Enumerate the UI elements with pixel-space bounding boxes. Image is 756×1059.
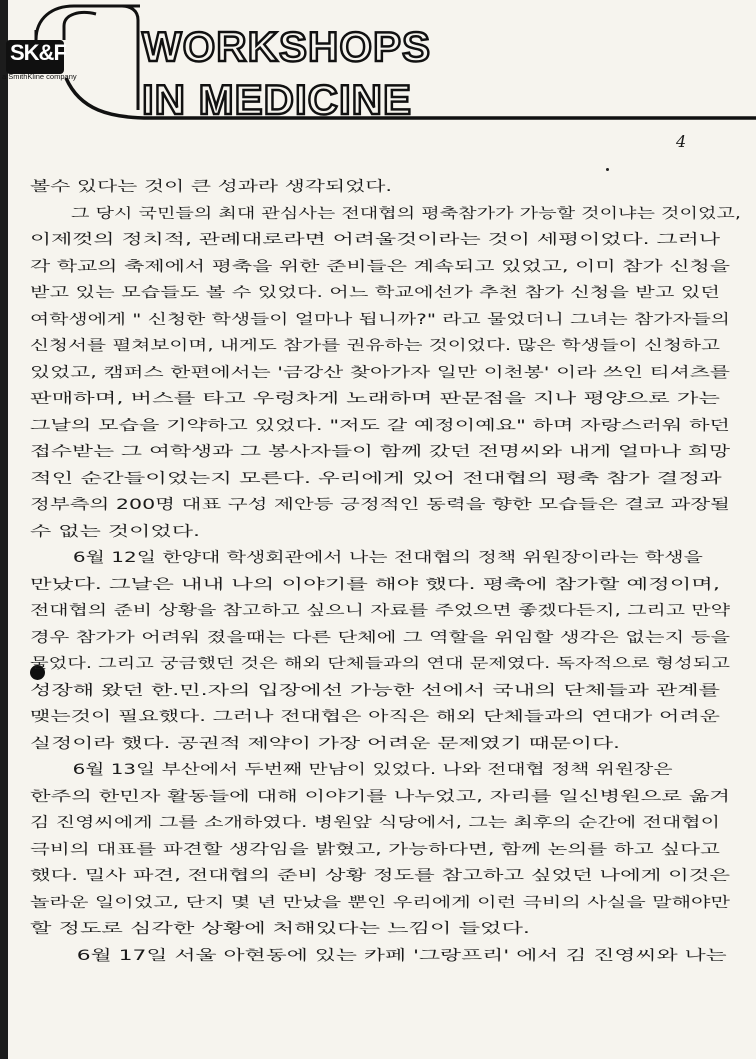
text-line: 접수받는 그 여학생과 그 봉사자들이 함께 갔던 전명씨와 내게 얼마나 희망 [30, 444, 730, 460]
text-line: 이제껏의 정치적, 관례대로라면 어려울것이라는 것이 세평이었다. 그러나 [30, 232, 720, 248]
text-line: 했다. 밀사 파견, 전대협의 준비 상황 정도를 참고하고 싶었던 나에게 이것은 [30, 868, 730, 884]
logo-tagline: a SmithKline company [2, 72, 77, 81]
ink-dot [606, 168, 609, 171]
text-line: 수 없는 것이었다. [30, 523, 200, 540]
text-line: 실정이라 했다. 공권적 제약이 가장 어려운 문제였기 때문이다. [30, 735, 620, 752]
page-number: 4 [676, 132, 687, 151]
text-line: 받고 있는 모습들도 볼 수 있었다. 어느 학교에선가 추천 참가 신청을 받고 있던 [30, 285, 720, 301]
masthead-title-line-1: WORKSHOPS [142, 23, 432, 70]
text-line: 볼수 있다는 것이 큰 성과라 생각되었다. [30, 179, 392, 195]
text-line: 맺는것이 필요했다. 그러나 전대협은 아직은 해외 단체들과의 연대가 어려운 [30, 709, 720, 725]
text-line: 판매하며, 버스를 타고 우렁차게 노래하며 판문점을 지나 평양으로 가는 [30, 391, 720, 407]
text-line: 놀라운 일이었고, 단지 몇 년 만났을 뿐인 우리에게 이런 극비의 사실을 말해야만 [30, 894, 730, 911]
text-line: 있었고, 캠퍼스 한편에서는 '금강산 찾아가자 일만 이천봉' 이라 쓰인 티셔츠를 [30, 364, 730, 381]
logo-brand: SK&F [10, 40, 66, 65]
text-line: 성장해 왔던 한.민.자의 입장에선 가능한 선에서 국내의 단체들과 관계를 [30, 682, 720, 699]
text-line: 할 정도로 심각한 상황에 처해있다는 느낌이 들었다. [30, 921, 530, 937]
text-line: 한주의 한민자 활동들에 대해 이야기를 나누었고, 자리를 일신병원으로 옮겨 [30, 788, 730, 805]
text-line: 각 학교의 축제에서 평축을 위한 준비들은 계속되고 있었고, 이미 참가 신청을 [30, 258, 730, 275]
binding-edge [0, 0, 8, 1059]
text-line: 전대협의 준비 상황을 참고하고 싶으니 자료를 주었으면 좋겠다든지, 그리고 만약 [30, 603, 730, 619]
text-line: 물었다. 그리고 궁금했던 것은 해외 단체들과의 연대 문제였다. 독자적으로 형성되고 [30, 656, 730, 672]
masthead-title-line-2: IN MEDICINE [142, 76, 413, 123]
text-line: 6월 17일 서울 아현동에 있는 카페 '그랑프리' 에서 김 진영씨와 나는 [76, 947, 727, 964]
text-line: 만났다. 그날은 내내 나의 이야기를 해야 했다. 평축에 참가할 예정이며, [30, 576, 720, 593]
text-line: 그 당시 국민들의 최대 관심사는 전대협의 평축참가가 가능할 것이냐는 것이었고, [70, 205, 741, 222]
text-line: 정부측의 200명 대표 구성 제안등 긍정적인 동력을 향한 모습들은 결코 과장될 [30, 497, 730, 513]
text-line: 여학생에게 " 신청한 학생들이 얼마나 됩니까?" 라고 물었더니 그녀는 참가자들의 [30, 311, 730, 328]
text-line: 그날의 모습을 기약하고 있었다. "저도 갈 예정이예요" 하며 자랑스러워 하던 [30, 417, 730, 434]
text-line: 극비의 대표를 파견할 생각임을 밝혔고, 가능하다면, 함께 논의를 하고 싶다고 [30, 841, 720, 858]
text-line: 6월 13일 부산에서 두번째 만남이 있었다. 나와 전대협 정책 위원장은 [72, 762, 673, 778]
handwritten-body [30, 174, 741, 969]
text-line: 6월 12일 한양대 학생회관에서 나는 전대협의 정책 위원장이라는 학생을 [72, 550, 703, 566]
text-line: 신청서를 펼쳐보이며, 내게도 참가를 권유하는 것이었다. 많은 학생들이 신청하고 [30, 338, 720, 354]
text-line: 적인 순간들이었는지 모른다. 우리에게 있어 전대협의 평축 참가 결정과 [30, 470, 722, 487]
company-logo [6, 40, 64, 74]
text-line: 경우 참가가 어려워 졌을때는 다른 단체에 그 역할을 위임할 생각은 없는지 등을 [30, 629, 730, 646]
text-line: 김 진영씨에게 그를 소개하였다. 병원앞 식당에서, 그는 최후의 순간에 전대협이 [30, 815, 720, 831]
